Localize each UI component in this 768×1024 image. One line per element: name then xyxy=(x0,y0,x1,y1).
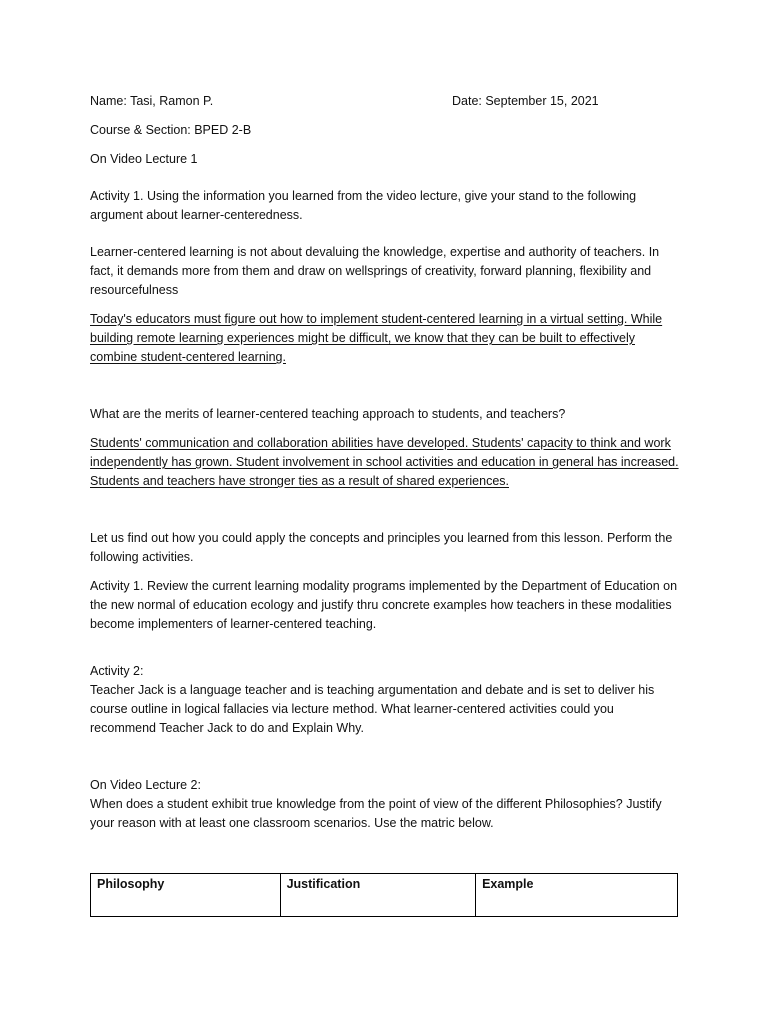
activity2-title: Activity 2: xyxy=(90,664,144,678)
header-cell-philosophy: Philosophy xyxy=(91,874,281,917)
argument-statement: Learner-centered learning is not about devaluing the knowledge, expertise and authority of teachers. In fact, it demands more from them and draw on wellsprings of creativity, forward planning, flexibility and resourcefulness xyxy=(90,245,660,297)
header-row xyxy=(90,92,680,111)
activity1-answer: Today's educators must figure out how to implement student-centered learning in a virtual setting. While building remote learning experiences might be difficult, we know that they can be built to effectively combine student-centered learning. xyxy=(90,312,663,364)
lecture2-title: On Video Lecture 2: xyxy=(90,778,201,792)
activity1-prompt: Activity 1. Using the information you learned from the video lecture, give your stand to the following argument about learner-centeredness. xyxy=(90,189,637,222)
apply-intro: Let us find out how you could apply the concepts and principles you learned from this lesson. Perform the following activities. xyxy=(90,531,673,564)
merits-answer: Students' communication and collaboration abilities have developed. Students' capacity to think and work independently has grown. Student involvement in school activities and education in general has increased. Students and teachers have stronger ties as a result of shared experiences. xyxy=(90,436,679,488)
header-cell-justification: Justification xyxy=(280,874,475,917)
student-name: Name: Tasi, Ramon P. xyxy=(90,94,214,108)
philosophy-matrix-table xyxy=(90,873,678,917)
activity2-text: Teacher Jack is a language teacher and is teaching argumentation and debate and is set to deliver his course outline in logical fallacies via lecture method. What learner-centered activities could you recommend Teacher Jack to do and Explain Why. xyxy=(90,683,655,735)
course-section: Course & Section: BPED 2-B xyxy=(90,123,252,137)
merits-question: What are the merits of learner-centered teaching approach to students, and teachers? xyxy=(90,407,566,421)
submission-date: Date: September 15, 2021 xyxy=(452,94,599,108)
header-cell-example: Example xyxy=(476,874,678,917)
document-page xyxy=(90,92,680,843)
lecture1-title: On Video Lecture 1 xyxy=(90,152,198,166)
apply-activity1: Activity 1. Review the current learning modality programs implemented by the Department of Education on the new normal of education ecology and justify thru concrete examples how teachers in these modalities become implementers of learner-centered teaching. xyxy=(90,579,678,631)
table-header-row xyxy=(91,874,678,917)
lecture2-question: When does a student exhibit true knowledge from the point of view of the different Philosophies? Justify your reason with at least one classroom scenarios. Use the matric below. xyxy=(90,797,662,830)
